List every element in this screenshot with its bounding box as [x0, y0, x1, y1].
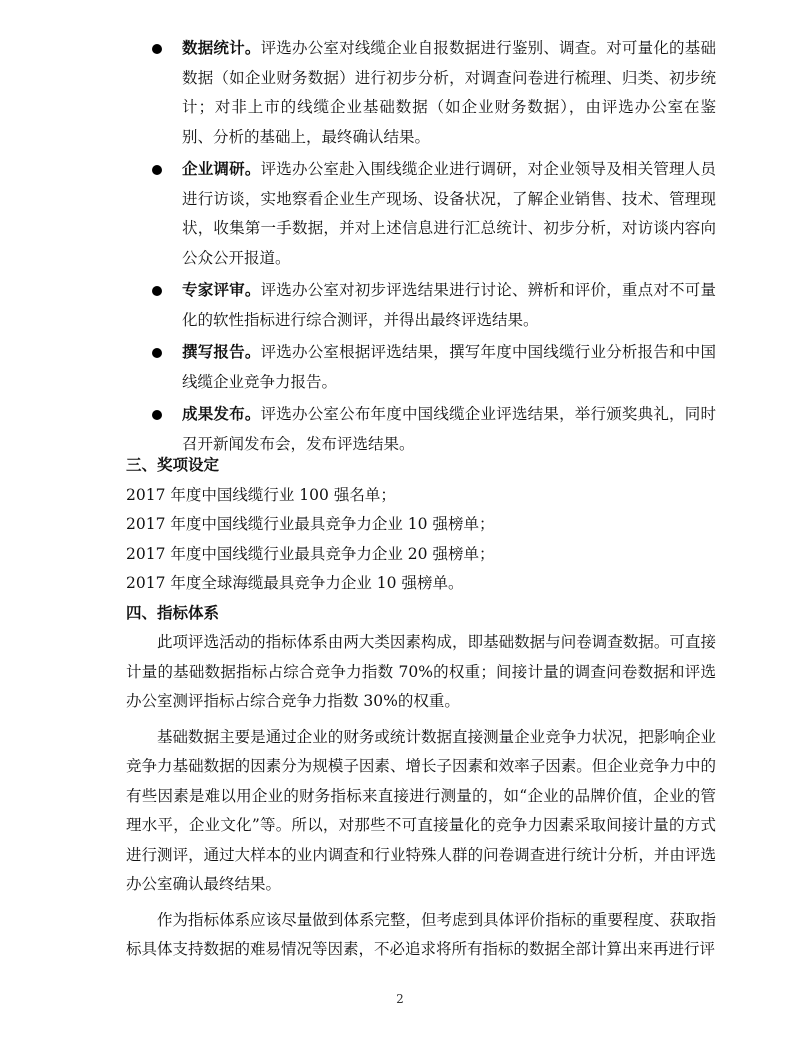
bullet-text: 评选办公室对初步评选结果进行讨论、辨析和评价，重点对不可量化的软性指标进行综合测评，并得出最终评选结果。: [182, 281, 716, 329]
bullet-title: 撰写报告。: [182, 343, 261, 361]
bullet-title: 数据统计。: [182, 39, 261, 57]
award-item: 2017 年度中国线缆行业最具竞争力企业 20 强榜单；: [126, 544, 495, 563]
bullet-title: 成果发布。: [182, 405, 261, 423]
bullet-dot-icon: [152, 286, 162, 296]
bullet-text: 评选办公室根据评选结果，撰写年度中国线缆行业分析报告和中国线缆企业竞争力报告。: [182, 343, 716, 391]
paragraph: 作为指标体系应该尽量做到体系完整，但考虑到具体评价指标的重要程度、获取指标具体支持数据的难易情况等因素，不必追求将所有指标的数据全部计算出来再进行评: [126, 910, 716, 958]
bullet-dot-icon: [152, 410, 162, 420]
bullet-title: 专家评审。: [182, 281, 261, 299]
bullet-dot-icon: [152, 348, 162, 358]
bullet-item-enterprise-research: [148, 155, 716, 273]
bullet-text: 评选办公室赴入围线缆企业进行调研，对企业领导及相关管理人员进行访谈，实地察看企业生产现场、设备状况，了解企业销售、技术、管理现状，收集第一手数据，并对上述信息进行汇总统计、初步分析，对访谈内容向公众公开报道。: [182, 160, 716, 267]
bullet-item-data-statistics: [148, 34, 716, 152]
bullet-dot-icon: [152, 165, 162, 175]
bullet-item-report-writing: [148, 338, 716, 397]
paragraph: 此项评选活动的指标体系由两大类因素构成，即基础数据与问卷调查数据。可直接计量的基础数据指标占综合竞争力指数 70%的权重；间接计量的调查问卷数据和评选办公室测评指标占综合竞争力指数 30%的权重。: [126, 633, 716, 710]
body-content: [126, 451, 716, 971]
award-item: 2017 年度中国线缆行业 100 强名单；: [126, 485, 396, 504]
bullet-title: 企业调研。: [182, 160, 261, 178]
bullet-text: 评选办公室对线缆企业自报数据进行鉴别、调查。对可量化的基础数据（如企业财务数据）进行初步分析，对调查问卷进行梳理、归类、初步统计；对非上市的线缆企业基础数据（如企业财务数据），由评选办公室在鉴别、分析的基础上，最终确认结果。: [182, 39, 716, 146]
bullet-item-expert-review: [148, 276, 716, 335]
bullet-text: 评选办公室公布年度中国线缆企业评选结果，举行颁奖典礼，同时召开新闻发布会，发布评选结果。: [182, 405, 716, 453]
paragraph: 基础数据主要是通过企业的财务或统计数据直接测量企业竞争力状况，把影响企业竞争力基础数据的因素分为规模子因素、增长子因素和效率子因素。但企业竞争力中的有些因素是难以用企业的财务指标来直接进行测量的，如“企业的品牌价值，企业的管理水平，企业文化”等。所以，对那些不可直接量化的竞争力因素采取间接计量的方式进行测评，通过大样本的业内调查和行业特殊人群的问卷调查进行统计分析，并由评选办公室确认最终结果。: [126, 727, 716, 893]
award-item: 2017 年度中国线缆行业最具竞争力企业 10 强榜单；: [126, 515, 495, 533]
section-heading-index-system: 四、指标体系: [126, 603, 220, 622]
bullet-dot-icon: [152, 44, 162, 54]
award-item: 2017 年度全球海缆最具竞争力企业 10 强榜单。: [126, 574, 464, 592]
process-bullet-list: [148, 34, 716, 462]
section-heading-awards: 三、奖项设定: [126, 456, 220, 474]
page-number: 2: [396, 992, 404, 1006]
